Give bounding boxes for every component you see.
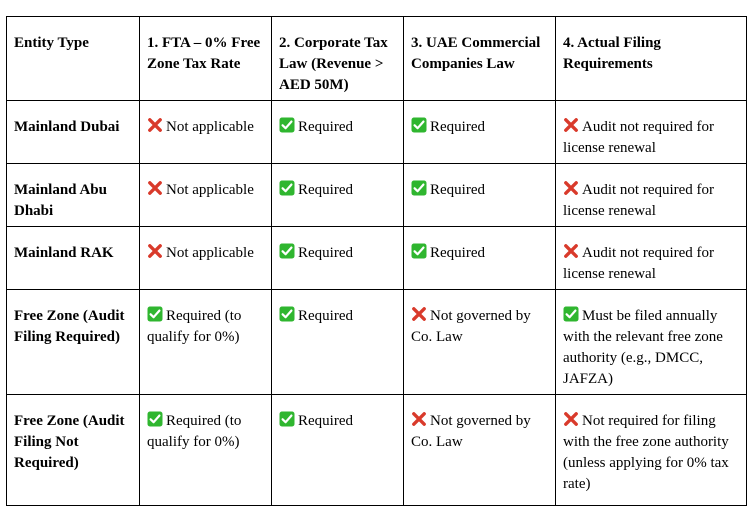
status-text: Required [430, 182, 485, 198]
entity-cell: Mainland RAK [7, 227, 140, 290]
status-cell [140, 164, 272, 227]
status-text: Required [298, 119, 353, 135]
status-text: Required [430, 119, 485, 135]
status-cell [272, 101, 404, 164]
check-icon [279, 411, 295, 427]
entity-cell: Free Zone (Audit Filing Required) [7, 290, 140, 395]
cross-icon [411, 306, 427, 322]
status-text: Not governed by Co. Law [411, 308, 531, 345]
status-text: Audit not required for license renewal [563, 119, 715, 156]
status-cell [404, 164, 556, 227]
status-cell [556, 290, 747, 395]
status-cell [404, 395, 556, 506]
entity-cell: Mainland Abu Dhabi [7, 164, 140, 227]
status-text: Not applicable [166, 119, 254, 135]
cross-icon [147, 180, 163, 196]
table-row [7, 290, 747, 395]
requirements-table [6, 16, 747, 506]
status-text: Required [298, 245, 353, 261]
status-cell [140, 290, 272, 395]
status-cell [272, 290, 404, 395]
check-icon [279, 117, 295, 133]
status-cell [272, 164, 404, 227]
cross-icon [411, 411, 427, 427]
cross-icon [563, 243, 579, 259]
status-text: Not applicable [166, 245, 254, 261]
check-icon [279, 180, 295, 196]
status-text: Required (to qualify for 0%) [147, 308, 242, 345]
cross-icon [563, 117, 579, 133]
table-row [7, 164, 747, 227]
cross-icon [147, 117, 163, 133]
entity-cell: Mainland Dubai [7, 101, 140, 164]
status-cell [556, 227, 747, 290]
table-row [7, 395, 747, 506]
check-icon [563, 306, 579, 322]
table-header-row [7, 17, 747, 101]
status-cell [404, 227, 556, 290]
status-text: Audit not required for license renewal [563, 245, 715, 282]
status-cell [272, 395, 404, 506]
status-text: Required (to qualify for 0%) [147, 413, 242, 450]
check-icon [411, 243, 427, 259]
status-text: Required [298, 182, 353, 198]
check-icon [279, 243, 295, 259]
header-fta: 1. FTA – 0% Free Zone Tax Rate [140, 17, 272, 101]
status-text: Must be filed annually with the relevant free zone authority (e.g., DMCC, JAFZA) [563, 308, 723, 387]
check-icon [147, 411, 163, 427]
check-icon [411, 117, 427, 133]
table-row [7, 101, 747, 164]
status-cell [140, 227, 272, 290]
status-text: Required [430, 245, 485, 261]
status-text: Not applicable [166, 182, 254, 198]
status-text: Required [298, 308, 353, 324]
check-icon [279, 306, 295, 322]
status-text: Audit not required for license renewal [563, 182, 715, 219]
status-text: Required [298, 413, 353, 429]
cross-icon [563, 180, 579, 196]
check-icon [411, 180, 427, 196]
status-cell [272, 227, 404, 290]
status-text: Not governed by Co. Law [411, 413, 531, 450]
entity-cell: Free Zone (Audit Filing Not Required) [7, 395, 140, 506]
cross-icon [563, 411, 579, 427]
header-commercial-companies: 3. UAE Commercial Companies Law [404, 17, 556, 101]
cross-icon [147, 243, 163, 259]
table-row [7, 227, 747, 290]
status-cell [556, 101, 747, 164]
status-cell [404, 101, 556, 164]
header-entity-type: Entity Type [7, 17, 140, 101]
status-cell [140, 395, 272, 506]
status-cell [404, 290, 556, 395]
status-cell [556, 164, 747, 227]
status-text: Not required for filing with the free zone authority (unless applying for 0% tax rate) [563, 413, 729, 492]
header-corporate-tax: 2. Corporate Tax Law (Revenue > AED 50M) [272, 17, 404, 101]
header-filing-requirements: 4. Actual Filing Requirements [556, 17, 747, 101]
status-cell [556, 395, 747, 506]
check-icon [147, 306, 163, 322]
status-cell [140, 101, 272, 164]
